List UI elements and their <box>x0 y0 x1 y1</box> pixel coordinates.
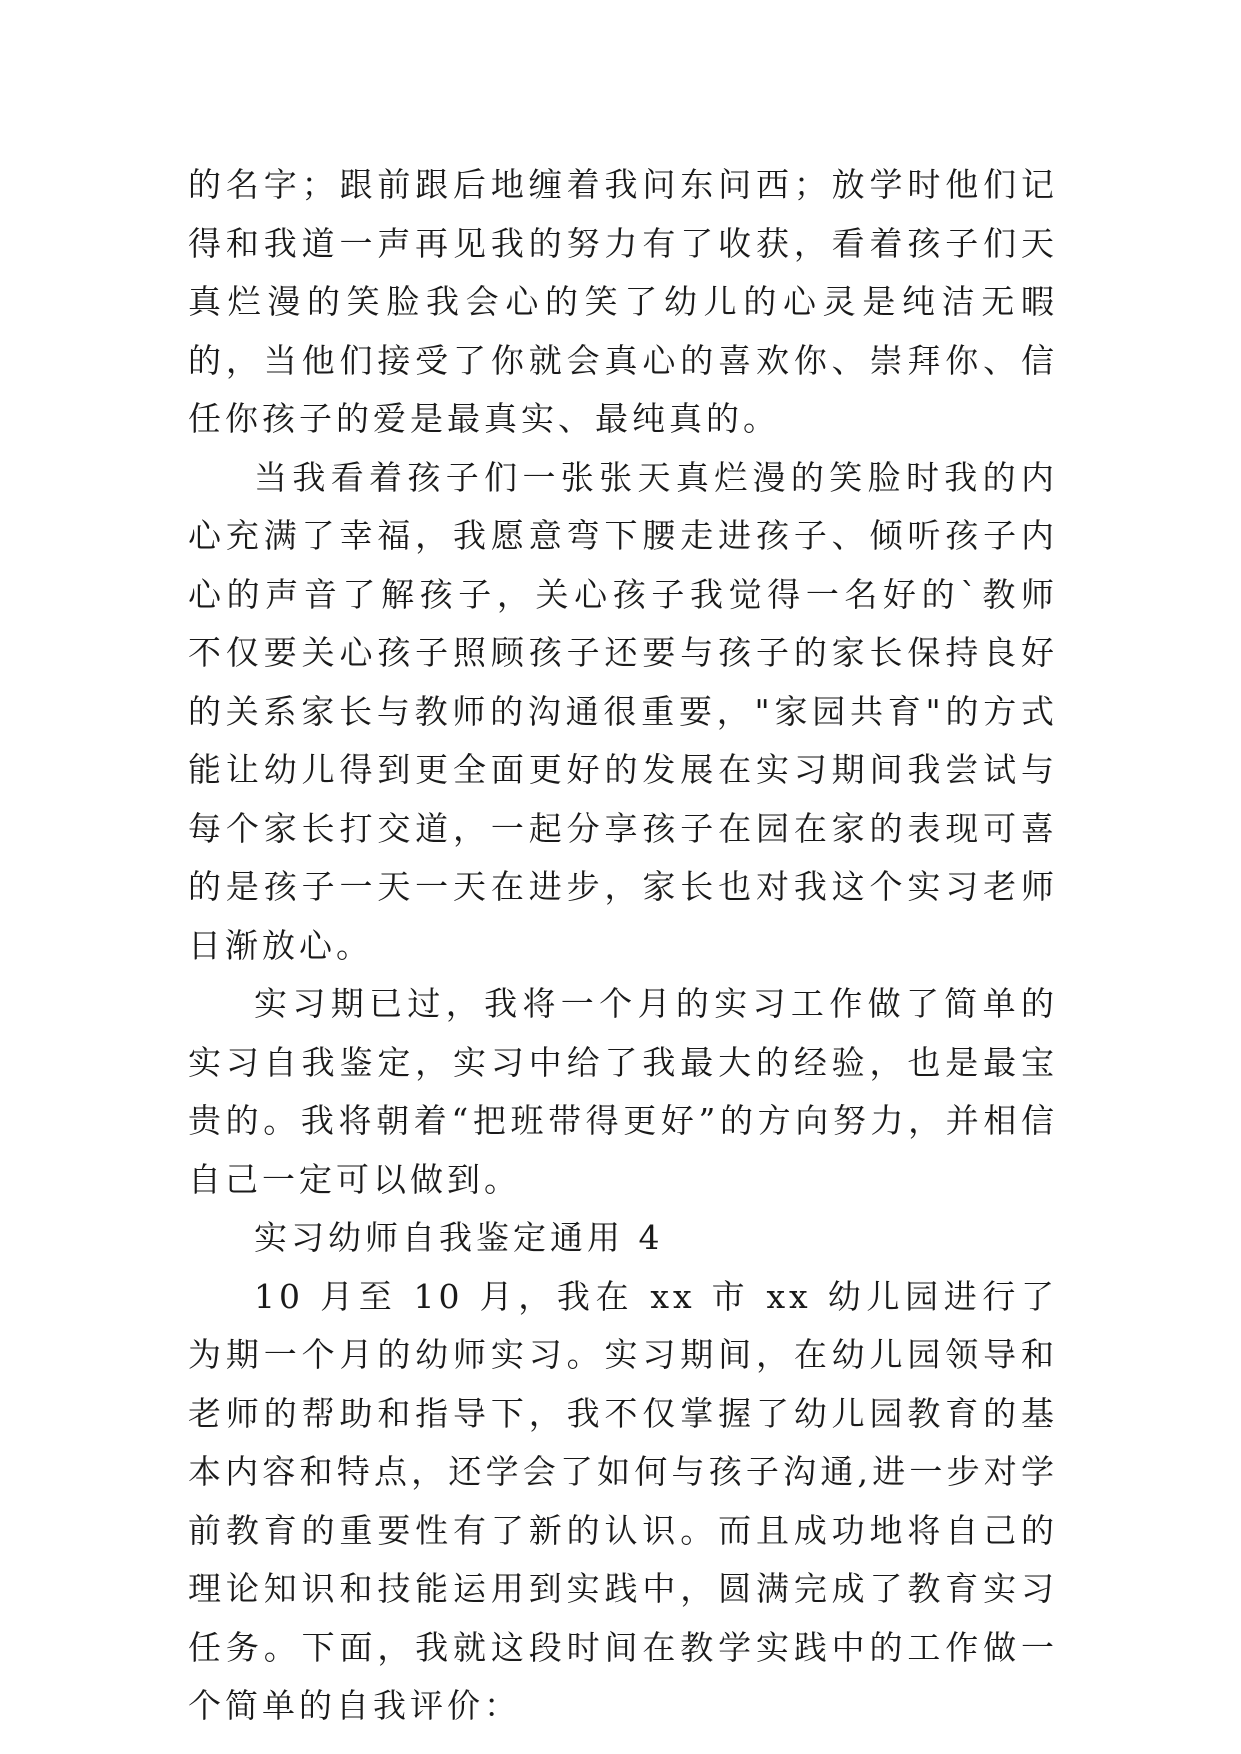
document-body <box>188 156 1058 1736</box>
section-heading: 实习幼师自我鉴定通用 4 <box>254 1218 664 1257</box>
paragraph-2: 当我看着孩子们一张张天真烂漫的笑脸时我的内心充满了幸福，我愿意弯下腰走进孩子、倾听孩子内心的声音了解孩子，关心孩子我觉得一名好的`教师不仅要关心孩子照顾孩子还要与孩子的家长保持良好的关系家长与教师的沟通很重要，"家园共育"的方式能让幼儿得到更全面更好的发展在实习期间我尝试与每个家长打交道，一起分享孩子在园在家的表现可喜的是孩子一天一天在进步，家长也对我这个实习老师日渐放心。 <box>188 457 1058 965</box>
paragraph-1: 的名字；跟前跟后地缠着我问东问西；放学时他们记得和我道一声再见我的努力有了收获，看着孩子们天真烂漫的笑脸我会心的笑了幼儿的心灵是纯洁无暇的，当他们接受了你就会真心的喜欢你、崇拜你、信任你孩子的爱是最真实、最纯真的。 <box>188 165 1058 438</box>
paragraph-3: 实习期已过，我将一个月的实习工作做了简单的实习自我鉴定，实习中给了我最大的经验，也是最宝贵的。我将朝着“把班带得更好”的方向努力，并相信自己一定可以做到。 <box>188 984 1058 1199</box>
paragraph-4: 10 月至 10 月，我在 xx 市 xx 幼儿园进行了为期一个月的幼师实习。实习期间，在幼儿园领导和老师的帮助和指导下，我不仅掌握了幼儿园教育的基本内容和特点，还学会了如何与孩子沟通,进一步对学前教育的重要性有了新的认识。而且成功地将自己的理论知识和技能运用到实践中，圆满完成了教育实习任务。下面，我就这段时间在教学实践中的工作做一个简单的自我评价： <box>188 1276 1058 1725</box>
